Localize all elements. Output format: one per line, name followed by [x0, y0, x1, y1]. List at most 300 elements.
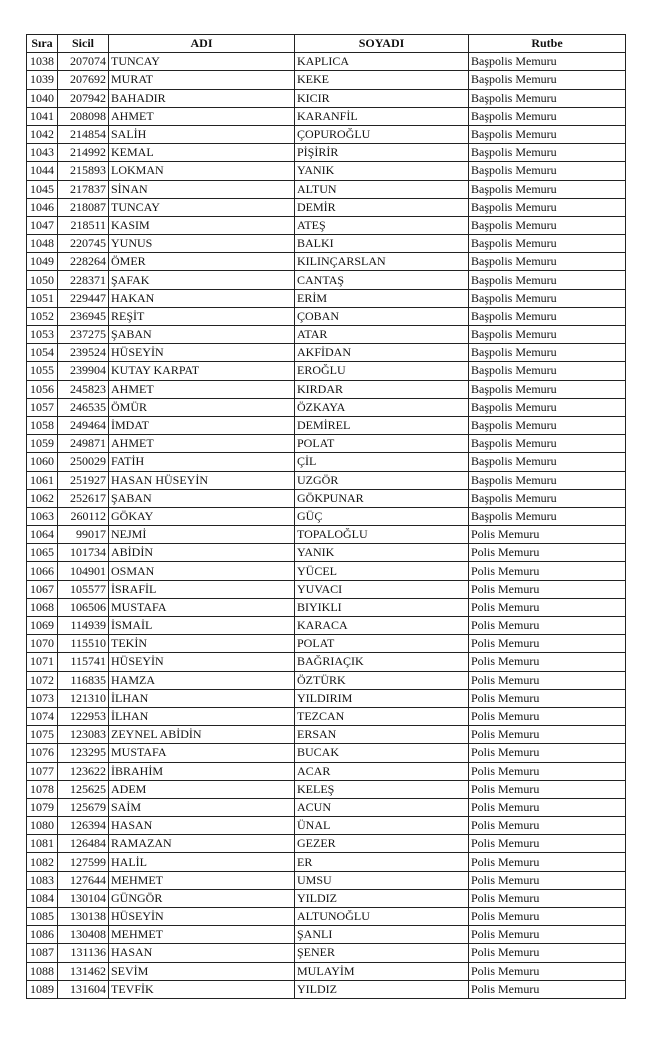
cell-sicil: 239524: [58, 344, 109, 362]
cell-rutbe: Polis Memuru: [469, 580, 626, 598]
cell-soyadi: ÇOBAN: [295, 307, 469, 325]
cell-rutbe: Başpolis Memuru: [469, 198, 626, 216]
cell-adi: İSMAİL: [109, 617, 295, 635]
table-row: [27, 526, 626, 544]
cell-adi: İLHAN: [109, 707, 295, 725]
header-adi: ADI: [109, 35, 295, 53]
table-row: [27, 944, 626, 962]
cell-sicil: 101734: [58, 544, 109, 562]
cell-sicil: 207692: [58, 71, 109, 89]
cell-sira: 1066: [27, 562, 58, 580]
table-row: [27, 162, 626, 180]
cell-adi: ADEM: [109, 780, 295, 798]
cell-rutbe: Polis Memuru: [469, 853, 626, 871]
table-row: [27, 980, 626, 998]
cell-rutbe: Polis Memuru: [469, 835, 626, 853]
table-row: [27, 362, 626, 380]
table-row: [27, 53, 626, 71]
cell-sicil: 229447: [58, 289, 109, 307]
cell-adi: MUSTAFA: [109, 744, 295, 762]
cell-soyadi: GEZER: [295, 835, 469, 853]
cell-adi: ZEYNEL ABİDİN: [109, 726, 295, 744]
cell-adi: MEHMET: [109, 871, 295, 889]
cell-adi: GÜNGÖR: [109, 889, 295, 907]
cell-adi: SİNAN: [109, 180, 295, 198]
cell-rutbe: Polis Memuru: [469, 635, 626, 653]
cell-sicil: 214854: [58, 125, 109, 143]
cell-sira: 1056: [27, 380, 58, 398]
cell-rutbe: Polis Memuru: [469, 598, 626, 616]
cell-sira: 1040: [27, 89, 58, 107]
cell-sira: 1068: [27, 598, 58, 616]
cell-sicil: 127644: [58, 871, 109, 889]
table-row: [27, 71, 626, 89]
cell-soyadi: ÖZTÜRK: [295, 671, 469, 689]
document-page: [26, 34, 625, 999]
cell-rutbe: Başpolis Memuru: [469, 180, 626, 198]
cell-rutbe: Başpolis Memuru: [469, 289, 626, 307]
cell-adi: MEHMET: [109, 926, 295, 944]
cell-rutbe: Başpolis Memuru: [469, 489, 626, 507]
cell-rutbe: Başpolis Memuru: [469, 253, 626, 271]
cell-sira: 1053: [27, 326, 58, 344]
cell-sira: 1054: [27, 344, 58, 362]
cell-sicil: 105577: [58, 580, 109, 598]
cell-rutbe: Başpolis Memuru: [469, 162, 626, 180]
cell-sicil: 114939: [58, 617, 109, 635]
cell-soyadi: YUVACI: [295, 580, 469, 598]
cell-sira: 1044: [27, 162, 58, 180]
cell-soyadi: ÇOPUROĞLU: [295, 125, 469, 143]
cell-sira: 1045: [27, 180, 58, 198]
cell-rutbe: Başpolis Memuru: [469, 326, 626, 344]
cell-adi: HÜSEYİN: [109, 653, 295, 671]
cell-soyadi: BAĞRIAÇIK: [295, 653, 469, 671]
cell-sicil: 122953: [58, 707, 109, 725]
cell-soyadi: AKFİDAN: [295, 344, 469, 362]
cell-sira: 1073: [27, 689, 58, 707]
cell-soyadi: BUCAK: [295, 744, 469, 762]
cell-sicil: 250029: [58, 453, 109, 471]
table-row: [27, 762, 626, 780]
cell-sicil: 236945: [58, 307, 109, 325]
cell-rutbe: Polis Memuru: [469, 926, 626, 944]
cell-sicil: 228264: [58, 253, 109, 271]
cell-soyadi: YÜCEL: [295, 562, 469, 580]
cell-sicil: 123622: [58, 762, 109, 780]
personnel-table: [26, 34, 626, 999]
table-row: [27, 744, 626, 762]
table-row: [27, 689, 626, 707]
cell-adi: SALİH: [109, 125, 295, 143]
cell-rutbe: Başpolis Memuru: [469, 380, 626, 398]
cell-adi: HÜSEYİN: [109, 344, 295, 362]
cell-adi: NEJMİ: [109, 526, 295, 544]
cell-sicil: 125679: [58, 798, 109, 816]
cell-adi: İLHAN: [109, 689, 295, 707]
cell-soyadi: GÖKPUNAR: [295, 489, 469, 507]
cell-sira: 1079: [27, 798, 58, 816]
table-row: [27, 435, 626, 453]
cell-adi: YUNUS: [109, 235, 295, 253]
cell-sira: 1077: [27, 762, 58, 780]
cell-rutbe: Polis Memuru: [469, 889, 626, 907]
table-row: [27, 471, 626, 489]
table-header: [27, 35, 626, 53]
cell-adi: HAMZA: [109, 671, 295, 689]
cell-sicil: 126394: [58, 817, 109, 835]
cell-soyadi: KAPLICA: [295, 53, 469, 71]
cell-soyadi: BALKI: [295, 235, 469, 253]
table-row: [27, 289, 626, 307]
cell-sira: 1085: [27, 908, 58, 926]
cell-soyadi: ALTUNOĞLU: [295, 908, 469, 926]
table-row: [27, 671, 626, 689]
cell-rutbe: Polis Memuru: [469, 653, 626, 671]
cell-rutbe: Başpolis Memuru: [469, 453, 626, 471]
cell-soyadi: DEMİR: [295, 198, 469, 216]
cell-sira: 1086: [27, 926, 58, 944]
table-row: [27, 707, 626, 725]
cell-sicil: 260112: [58, 507, 109, 525]
cell-adi: MUSTAFA: [109, 598, 295, 616]
cell-sira: 1049: [27, 253, 58, 271]
cell-soyadi: YILDIRIM: [295, 689, 469, 707]
cell-sicil: 217837: [58, 180, 109, 198]
cell-sira: 1057: [27, 398, 58, 416]
cell-adi: OSMAN: [109, 562, 295, 580]
cell-rutbe: Başpolis Memuru: [469, 416, 626, 434]
cell-soyadi: MULAYİM: [295, 962, 469, 980]
table-row: [27, 544, 626, 562]
cell-rutbe: Polis Memuru: [469, 544, 626, 562]
cell-soyadi: KEKE: [295, 71, 469, 89]
cell-soyadi: UMSU: [295, 871, 469, 889]
cell-soyadi: ŞENER: [295, 944, 469, 962]
cell-rutbe: Polis Memuru: [469, 617, 626, 635]
table-row: [27, 580, 626, 598]
cell-sicil: 131136: [58, 944, 109, 962]
cell-rutbe: Başpolis Memuru: [469, 125, 626, 143]
cell-soyadi: ERSAN: [295, 726, 469, 744]
cell-adi: İMDAT: [109, 416, 295, 434]
table-row: [27, 144, 626, 162]
cell-sira: 1074: [27, 707, 58, 725]
cell-sira: 1038: [27, 53, 58, 71]
cell-sicil: 131604: [58, 980, 109, 998]
cell-sira: 1061: [27, 471, 58, 489]
cell-soyadi: UZGÖR: [295, 471, 469, 489]
cell-rutbe: Polis Memuru: [469, 780, 626, 798]
cell-soyadi: ACAR: [295, 762, 469, 780]
cell-adi: HAKAN: [109, 289, 295, 307]
cell-sicil: 127599: [58, 853, 109, 871]
cell-soyadi: KARACA: [295, 617, 469, 635]
cell-soyadi: KIRDAR: [295, 380, 469, 398]
cell-adi: ÖMÜR: [109, 398, 295, 416]
cell-soyadi: DEMİREL: [295, 416, 469, 434]
table-row: [27, 853, 626, 871]
cell-soyadi: ATAR: [295, 326, 469, 344]
cell-sira: 1067: [27, 580, 58, 598]
table-row: [27, 307, 626, 325]
table-row: [27, 380, 626, 398]
cell-sira: 1075: [27, 726, 58, 744]
table-row: [27, 798, 626, 816]
cell-soyadi: KARANFİL: [295, 107, 469, 125]
cell-sicil: 115510: [58, 635, 109, 653]
cell-soyadi: YILDIZ: [295, 980, 469, 998]
cell-sicil: 220745: [58, 235, 109, 253]
cell-sicil: 239904: [58, 362, 109, 380]
cell-adi: ÖMER: [109, 253, 295, 271]
cell-sicil: 245823: [58, 380, 109, 398]
cell-rutbe: Polis Memuru: [469, 798, 626, 816]
cell-sicil: 246535: [58, 398, 109, 416]
table-row: [27, 962, 626, 980]
cell-sira: 1059: [27, 435, 58, 453]
cell-rutbe: Polis Memuru: [469, 671, 626, 689]
table-row: [27, 453, 626, 471]
header-sicil: Sicil: [58, 35, 109, 53]
cell-soyadi: ÜNAL: [295, 817, 469, 835]
cell-sira: 1050: [27, 271, 58, 289]
cell-adi: AHMET: [109, 380, 295, 398]
cell-soyadi: ÇİL: [295, 453, 469, 471]
cell-soyadi: ALTUN: [295, 180, 469, 198]
cell-soyadi: KICIR: [295, 89, 469, 107]
header-sira: Sıra: [27, 35, 58, 53]
table-row: [27, 416, 626, 434]
cell-sira: 1081: [27, 835, 58, 853]
table-row: [27, 398, 626, 416]
table-body: [27, 53, 626, 999]
cell-soyadi: ATEŞ: [295, 216, 469, 234]
table-row: [27, 835, 626, 853]
cell-adi: KASIM: [109, 216, 295, 234]
cell-sicil: 228371: [58, 271, 109, 289]
table-row: [27, 598, 626, 616]
cell-adi: TUNCAY: [109, 198, 295, 216]
cell-sira: 1083: [27, 871, 58, 889]
cell-sicil: 251927: [58, 471, 109, 489]
cell-soyadi: ACUN: [295, 798, 469, 816]
cell-soyadi: POLAT: [295, 435, 469, 453]
cell-sira: 1064: [27, 526, 58, 544]
cell-sicil: 237275: [58, 326, 109, 344]
cell-adi: GÖKAY: [109, 507, 295, 525]
cell-rutbe: Başpolis Memuru: [469, 344, 626, 362]
cell-sicil: 116835: [58, 671, 109, 689]
cell-sira: 1042: [27, 125, 58, 143]
cell-rutbe: Başpolis Memuru: [469, 144, 626, 162]
cell-sira: 1055: [27, 362, 58, 380]
cell-sicil: 208098: [58, 107, 109, 125]
cell-sicil: 123083: [58, 726, 109, 744]
cell-adi: HÜSEYİN: [109, 908, 295, 926]
cell-adi: ABİDİN: [109, 544, 295, 562]
cell-rutbe: Başpolis Memuru: [469, 107, 626, 125]
header-rutbe: Rutbe: [469, 35, 626, 53]
table-row: [27, 125, 626, 143]
cell-soyadi: YANIK: [295, 544, 469, 562]
cell-sicil: 215893: [58, 162, 109, 180]
cell-soyadi: KELEŞ: [295, 780, 469, 798]
cell-rutbe: Başpolis Memuru: [469, 89, 626, 107]
cell-sira: 1046: [27, 198, 58, 216]
cell-sicil: 130104: [58, 889, 109, 907]
cell-rutbe: Polis Memuru: [469, 871, 626, 889]
cell-sira: 1087: [27, 944, 58, 962]
table-row: [27, 235, 626, 253]
cell-adi: SEVİM: [109, 962, 295, 980]
cell-sira: 1071: [27, 653, 58, 671]
cell-soyadi: BIYIKLI: [295, 598, 469, 616]
cell-rutbe: Polis Memuru: [469, 562, 626, 580]
cell-sira: 1062: [27, 489, 58, 507]
cell-adi: RAMAZAN: [109, 835, 295, 853]
cell-rutbe: Polis Memuru: [469, 980, 626, 998]
cell-sicil: 214992: [58, 144, 109, 162]
table-row: [27, 198, 626, 216]
cell-sicil: 126484: [58, 835, 109, 853]
header-soyadi: SOYADI: [295, 35, 469, 53]
cell-sicil: 249871: [58, 435, 109, 453]
cell-sicil: 252617: [58, 489, 109, 507]
cell-sira: 1051: [27, 289, 58, 307]
table-row: [27, 617, 626, 635]
cell-sira: 1065: [27, 544, 58, 562]
cell-soyadi: TOPALOĞLU: [295, 526, 469, 544]
cell-rutbe: Başpolis Memuru: [469, 507, 626, 525]
cell-adi: LOKMAN: [109, 162, 295, 180]
cell-adi: ŞAFAK: [109, 271, 295, 289]
cell-adi: AHMET: [109, 435, 295, 453]
cell-adi: BAHADIR: [109, 89, 295, 107]
cell-soyadi: KILINÇARSLAN: [295, 253, 469, 271]
cell-rutbe: Başpolis Memuru: [469, 271, 626, 289]
cell-rutbe: Polis Memuru: [469, 962, 626, 980]
cell-soyadi: ERİM: [295, 289, 469, 307]
cell-adi: ŞABAN: [109, 326, 295, 344]
cell-sira: 1082: [27, 853, 58, 871]
cell-adi: REŞİT: [109, 307, 295, 325]
cell-soyadi: PİŞİRİR: [295, 144, 469, 162]
cell-rutbe: Başpolis Memuru: [469, 435, 626, 453]
cell-sira: 1078: [27, 780, 58, 798]
table-row: [27, 726, 626, 744]
cell-sira: 1043: [27, 144, 58, 162]
cell-sira: 1072: [27, 671, 58, 689]
cell-adi: HASAN HÜSEYİN: [109, 471, 295, 489]
cell-rutbe: Polis Memuru: [469, 526, 626, 544]
cell-rutbe: Polis Memuru: [469, 944, 626, 962]
cell-rutbe: Başpolis Memuru: [469, 235, 626, 253]
cell-adi: İBRAHİM: [109, 762, 295, 780]
cell-rutbe: Başpolis Memuru: [469, 216, 626, 234]
cell-rutbe: Başpolis Memuru: [469, 471, 626, 489]
table-row: [27, 653, 626, 671]
cell-rutbe: Polis Memuru: [469, 817, 626, 835]
cell-sicil: 130408: [58, 926, 109, 944]
cell-sira: 1080: [27, 817, 58, 835]
cell-soyadi: GÜÇ: [295, 507, 469, 525]
cell-sira: 1069: [27, 617, 58, 635]
cell-soyadi: ÖZKAYA: [295, 398, 469, 416]
table-row: [27, 489, 626, 507]
cell-adi: KUTAY KARPAT: [109, 362, 295, 380]
cell-sira: 1084: [27, 889, 58, 907]
cell-rutbe: Başpolis Memuru: [469, 362, 626, 380]
cell-adi: TUNCAY: [109, 53, 295, 71]
table-row: [27, 635, 626, 653]
table-row: [27, 926, 626, 944]
cell-rutbe: Başpolis Memuru: [469, 53, 626, 71]
cell-sicil: 218087: [58, 198, 109, 216]
cell-sicil: 123295: [58, 744, 109, 762]
table-row: [27, 817, 626, 835]
cell-adi: SAİM: [109, 798, 295, 816]
table-row: [27, 908, 626, 926]
cell-sira: 1041: [27, 107, 58, 125]
cell-adi: ŞABAN: [109, 489, 295, 507]
cell-sicil: 106506: [58, 598, 109, 616]
cell-sira: 1047: [27, 216, 58, 234]
cell-soyadi: YANIK: [295, 162, 469, 180]
cell-soyadi: ŞANLI: [295, 926, 469, 944]
header-row: [27, 35, 626, 53]
cell-sicil: 218511: [58, 216, 109, 234]
cell-rutbe: Polis Memuru: [469, 744, 626, 762]
cell-sira: 1060: [27, 453, 58, 471]
cell-sira: 1058: [27, 416, 58, 434]
cell-sicil: 131462: [58, 962, 109, 980]
table-row: [27, 562, 626, 580]
table-row: [27, 780, 626, 798]
table-row: [27, 507, 626, 525]
cell-adi: HASAN: [109, 944, 295, 962]
cell-adi: TEKİN: [109, 635, 295, 653]
cell-adi: TEVFİK: [109, 980, 295, 998]
cell-rutbe: Başpolis Memuru: [469, 307, 626, 325]
cell-sira: 1052: [27, 307, 58, 325]
cell-sira: 1063: [27, 507, 58, 525]
cell-sira: 1048: [27, 235, 58, 253]
cell-rutbe: Başpolis Memuru: [469, 398, 626, 416]
cell-sicil: 99017: [58, 526, 109, 544]
cell-rutbe: Polis Memuru: [469, 726, 626, 744]
table-row: [27, 344, 626, 362]
cell-adi: HALİL: [109, 853, 295, 871]
cell-adi: İSRAFİL: [109, 580, 295, 598]
table-row: [27, 89, 626, 107]
table-row: [27, 326, 626, 344]
cell-sicil: 125625: [58, 780, 109, 798]
cell-sira: 1039: [27, 71, 58, 89]
cell-sicil: 207074: [58, 53, 109, 71]
cell-soyadi: POLAT: [295, 635, 469, 653]
table-row: [27, 253, 626, 271]
cell-soyadi: YILDIZ: [295, 889, 469, 907]
cell-sira: 1076: [27, 744, 58, 762]
cell-rutbe: Polis Memuru: [469, 707, 626, 725]
cell-adi: KEMAL: [109, 144, 295, 162]
table-row: [27, 271, 626, 289]
cell-soyadi: EROĞLU: [295, 362, 469, 380]
table-row: [27, 180, 626, 198]
cell-sicil: 207942: [58, 89, 109, 107]
cell-sira: 1088: [27, 962, 58, 980]
